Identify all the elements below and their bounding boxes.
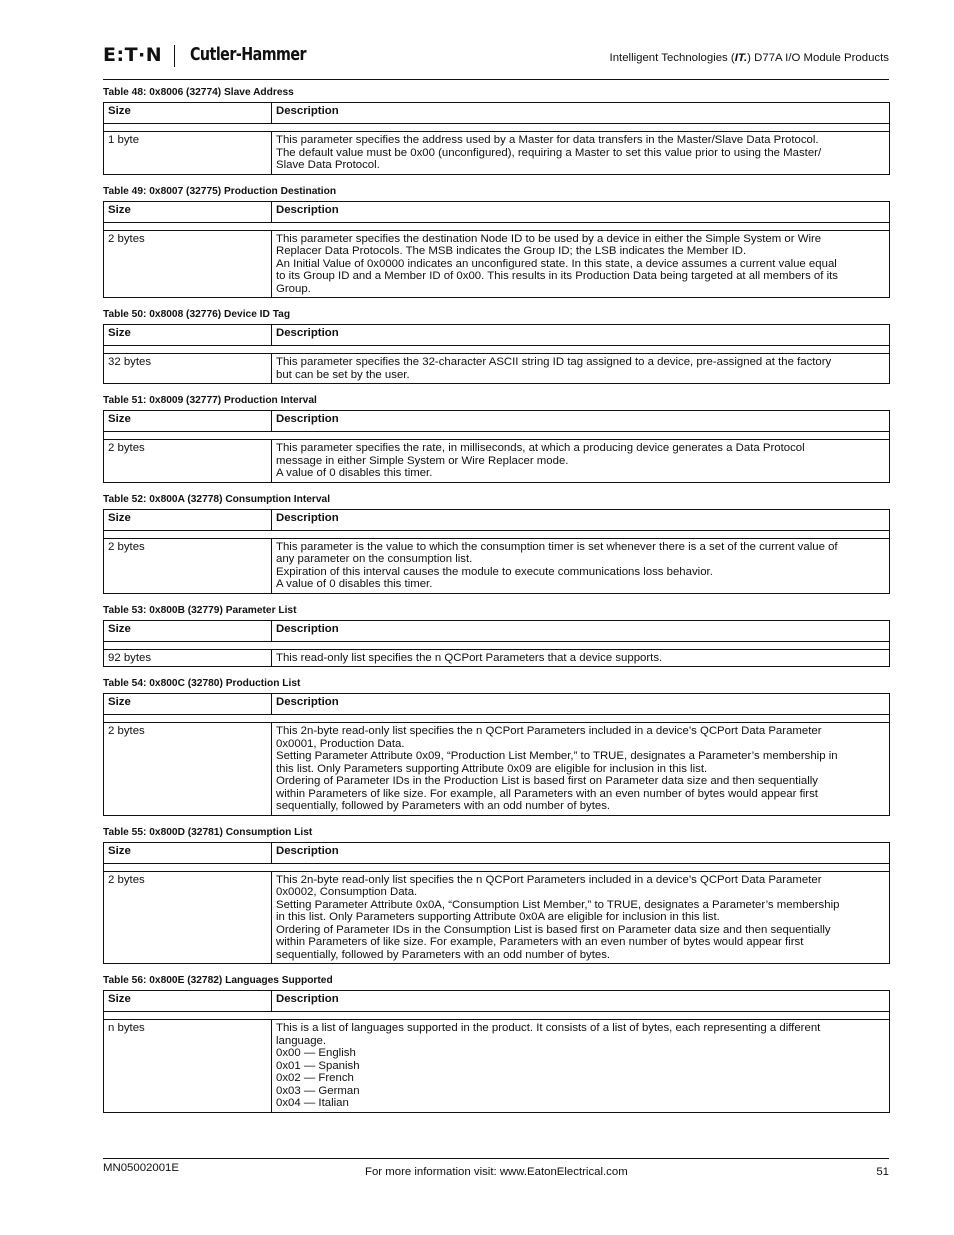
- parameter-table-block: [103, 185, 889, 299]
- title-it: IT.: [734, 52, 748, 64]
- table-caption: Table 50: 0x8008 (32776) Device ID Tag: [103, 309, 291, 320]
- size-column-header: Size: [104, 842, 272, 863]
- table-gap: [104, 715, 890, 723]
- description-line: sequentially, followed by Parameters with an odd number of bytes.: [276, 800, 611, 812]
- description-cell: [272, 132, 890, 175]
- description-line: message in either Simple System or Wire Replacer mode.: [276, 454, 569, 467]
- table-caption: Table 48: 0x8006 (32774) Slave Address: [103, 87, 294, 98]
- description-line: in this list. Only Parameters supporting Attribute 0x0A are eligible for inclusion in this list.: [276, 911, 720, 923]
- description-cell: [272, 723, 890, 816]
- parameter-table: [103, 324, 890, 384]
- size-column-header: Size: [104, 103, 272, 124]
- parameter-table: [103, 842, 890, 965]
- parameter-table: [103, 990, 890, 1113]
- size-column-header: Size: [104, 509, 272, 530]
- description-line: Ordering of Parameter IDs in the Consumption List is based first on Parameter data size and then sequentially: [276, 923, 831, 936]
- header-rule: [103, 79, 889, 80]
- size-cell: n bytes: [104, 1020, 272, 1113]
- eaton-logo: E:T·N: [103, 44, 163, 66]
- description-line: Expiration of this interval causes the module to execute communications loss behavior.: [276, 565, 713, 578]
- document-code: MN05002001E: [103, 1162, 179, 1174]
- parameter-table-block: [103, 394, 889, 483]
- table-header-row: [104, 620, 890, 641]
- description-cell: [272, 538, 890, 593]
- description-line: this list. Only Parameters supporting Attribute 0x09 are eligible for inclusion in this list.: [276, 762, 708, 775]
- parameter-table-block: [103, 974, 889, 1113]
- cutler-hammer-logo: Cutler-Hammer: [190, 44, 306, 65]
- description-line: but can be set by the user.: [276, 368, 410, 381]
- table-header-row: [104, 509, 890, 530]
- table-gap: [104, 346, 890, 354]
- description-line: within Parameters of like size. For example, all Parameters with an even number of bytes would appear first: [276, 787, 818, 800]
- description-line: 0x0001, Production Data.: [276, 737, 405, 750]
- description-line: Replacer Data Protocols. The MSB indicates the Group ID; the LSB indicates the Member ID.: [276, 245, 747, 257]
- table-gap: [104, 1012, 890, 1020]
- size-cell: 2 bytes: [104, 230, 272, 298]
- parameter-table-block: [103, 493, 889, 594]
- parameter-table-block: [103, 826, 889, 965]
- description-line: 0x01 — Spanish: [276, 1059, 360, 1072]
- table-header-row: [104, 842, 890, 863]
- description-column-header: Description: [272, 509, 890, 530]
- description-line: any parameter on the consumption list.: [276, 553, 473, 565]
- table-gap: [104, 530, 890, 538]
- size-cell: 2 bytes: [104, 871, 272, 964]
- description-line: 0x02 — French: [276, 1072, 354, 1084]
- table-gap: [104, 863, 890, 871]
- description-column-header: Description: [272, 201, 890, 222]
- description-column-header: Description: [272, 694, 890, 715]
- table-row: [104, 132, 890, 175]
- description-column-header: Description: [272, 411, 890, 432]
- table-gap: [104, 222, 890, 230]
- table-header-row: [104, 103, 890, 124]
- table-row: [104, 871, 890, 964]
- size-column-header: Size: [104, 325, 272, 346]
- parameter-table-block: [103, 86, 889, 175]
- parameter-table: [103, 410, 890, 483]
- description-line: This parameter specifies the 32-character ASCII string ID tag assigned to a device, pre-assigned at the factory: [276, 356, 832, 368]
- description-line: An Initial Value of 0x0000 indicates an unconfigured state. In this state, a device assumes a current value equal: [276, 257, 837, 270]
- parameter-table-block: [103, 604, 889, 668]
- description-column-header: Description: [272, 325, 890, 346]
- description-line: Group.: [276, 282, 311, 295]
- table-row: [104, 440, 890, 483]
- description-line: Setting Parameter Attribute 0x09, “Production List Member,” to TRUE, designates a Parameter’s membership in: [276, 750, 838, 762]
- description-cell: [272, 1020, 890, 1113]
- description-line: sequentially, followed by Parameters with an odd number of bytes.: [276, 948, 611, 961]
- parameter-table: [103, 201, 890, 299]
- title-prefix: Intelligent Technologies (: [609, 52, 735, 64]
- description-line: Setting Parameter Attribute 0x0A, “Consumption List Member,” to TRUE, designates a Parameter’s membership: [276, 898, 840, 911]
- description-line: A value of 0 disables this timer.: [276, 467, 433, 479]
- table-gap: [104, 432, 890, 440]
- description-line: This is a list of languages supported in the product. It consists of a list of bytes, each representing a different: [276, 1022, 821, 1034]
- table-row: [104, 723, 890, 816]
- size-column-header: Size: [104, 991, 272, 1012]
- description-line: Slave Data Protocol.: [276, 159, 380, 171]
- table-gap: [104, 641, 890, 649]
- parameter-table: [103, 693, 890, 816]
- page-header: [103, 44, 889, 80]
- title-suffix: ) D77A I/O Module Products: [747, 52, 889, 64]
- description-cell: [272, 871, 890, 964]
- size-cell: 1 byte: [104, 132, 272, 175]
- description-cell: [272, 230, 890, 298]
- size-cell: 2 bytes: [104, 538, 272, 593]
- table-caption: Table 49: 0x8007 (32775) Production Destination: [103, 185, 337, 197]
- parameter-table: [103, 620, 890, 668]
- description-line: The default value must be 0x00 (unconfigured), requiring a Master to set this value prior to using the Master/: [276, 146, 822, 159]
- description-line: This 2n-byte read-only list specifies the n QCPort Parameters included in a device’s QCPort Data Parameter: [276, 725, 822, 737]
- document-title: [610, 52, 889, 64]
- description-column-header: Description: [272, 991, 890, 1012]
- page-number: 51: [876, 1166, 889, 1178]
- table-gap: [104, 124, 890, 132]
- table-row: [104, 649, 890, 667]
- table-caption: Table 55: 0x800D (32781) Consumption List: [103, 826, 313, 838]
- description-line: This parameter specifies the address used by a Master for data transfers in the Master/Slave Data Protocol.: [276, 134, 819, 146]
- size-column-header: Size: [104, 201, 272, 222]
- description-line: A value of 0 disables this timer.: [276, 578, 433, 590]
- table-header-row: [104, 201, 890, 222]
- table-header-row: [104, 694, 890, 715]
- table-row: [104, 230, 890, 298]
- parameter-tables: [103, 86, 889, 1123]
- table-caption: Table 54: 0x800C (32780) Production List: [103, 678, 301, 689]
- parameter-table: [103, 509, 890, 594]
- size-column-header: Size: [104, 694, 272, 715]
- description-cell: [272, 354, 890, 384]
- table-row: [104, 538, 890, 593]
- footer-rule: [103, 1158, 889, 1159]
- table-caption: Table 51: 0x8009 (32777) Production Interval: [103, 395, 317, 406]
- size-column-header: Size: [104, 620, 272, 641]
- description-line: This parameter specifies the rate, in milliseconds, at which a producing device generates a Data Protocol: [276, 442, 805, 454]
- description-line: within Parameters of like size. For example, Parameters with an even number of bytes would appear first: [276, 936, 804, 948]
- parameter-table-block: [103, 677, 889, 816]
- table-caption: Table 56: 0x800E (32782) Languages Supported: [103, 975, 333, 986]
- description-line: 0x04 — Italian: [276, 1097, 349, 1109]
- size-cell: 2 bytes: [104, 440, 272, 483]
- description-line: 0x00 — English: [276, 1047, 356, 1059]
- description-line: This parameter is the value to which the consumption timer is set whenever there is a set of the current value of: [276, 540, 838, 553]
- table-caption: Table 52: 0x800A (32778) Consumption Interval: [103, 493, 331, 505]
- size-cell: 92 bytes: [104, 649, 272, 667]
- size-cell: 2 bytes: [104, 723, 272, 816]
- logo-divider: [174, 45, 175, 67]
- description-cell: [272, 649, 890, 667]
- table-header-row: [104, 411, 890, 432]
- description-line: 0x03 — German: [276, 1084, 360, 1097]
- parameter-table-block: [103, 308, 889, 384]
- table-caption: Table 53: 0x800B (32779) Parameter List: [103, 604, 297, 616]
- description-line: to its Group ID and a Member ID of 0x00. This results in its Production Data being targeted at all members of its: [276, 270, 838, 282]
- size-cell: 32 bytes: [104, 354, 272, 384]
- description-line: language.: [276, 1034, 327, 1047]
- description-line: This 2n-byte read-only list specifies the n QCPort Parameters included in a device’s QCPort Data Parameter: [276, 873, 822, 886]
- description-line: This parameter specifies the destination Node ID to be used by a device in either the Simple System or Wire: [276, 232, 822, 245]
- parameter-table: [103, 102, 890, 175]
- description-line: 0x0002, Consumption Data.: [276, 886, 418, 898]
- description-column-header: Description: [272, 103, 890, 124]
- table-row: [104, 354, 890, 384]
- table-row: [104, 1020, 890, 1113]
- description-cell: [272, 440, 890, 483]
- description-column-header: Description: [272, 620, 890, 641]
- size-column-header: Size: [104, 411, 272, 432]
- description-line: This read-only list specifies the n QCPort Parameters that a device supports.: [276, 651, 663, 664]
- footer-info-link[interactable]: For more information visit: www.EatonElectrical.com: [365, 1166, 628, 1178]
- description-line: Ordering of Parameter IDs in the Production List is based first on Parameter data size and then sequentially: [276, 775, 818, 787]
- table-header-row: [104, 325, 890, 346]
- table-header-row: [104, 991, 890, 1012]
- description-column-header: Description: [272, 842, 890, 863]
